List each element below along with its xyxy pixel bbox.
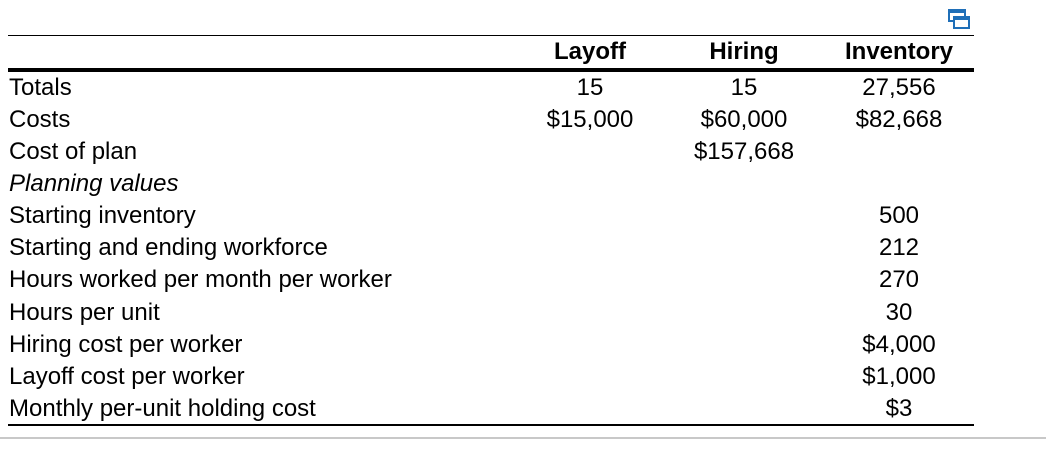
value-workforce: 212 (878, 234, 920, 261)
costs-hiring: $60,000 (700, 106, 788, 133)
value-hiring-cost: $4,000 (862, 331, 936, 358)
column-header-inventory: Inventory (844, 38, 954, 65)
row-label-hours-worked: Hours worked per month per worker (9, 266, 392, 293)
column-header-layoff: Layoff (554, 38, 626, 65)
planning-values-heading: Planning values (9, 170, 179, 197)
row-label-workforce: Starting and ending workforce (9, 234, 328, 261)
row-label-starting-inventory: Starting inventory (9, 202, 196, 229)
value-hours-per-unit: 30 (885, 299, 913, 326)
header-rule (8, 68, 974, 72)
row-label-totals: Totals (9, 74, 72, 101)
column-header-hiring: Hiring (709, 38, 779, 65)
row-label-costs: Costs (9, 106, 71, 133)
row-label-cost-of-plan: Cost of plan (9, 138, 138, 165)
costs-layoff: $15,000 (546, 106, 634, 133)
row-label-holding-cost: Monthly per-unit holding cost (9, 395, 316, 422)
totals-hiring: 15 (730, 74, 758, 101)
value-hours-worked: 270 (878, 266, 920, 293)
row-label-hiring-cost: Hiring cost per worker (9, 331, 243, 358)
table-top-rule (8, 35, 974, 36)
popout-window-icon[interactable] (947, 8, 971, 30)
row-label-hours-per-unit: Hours per unit (9, 299, 160, 326)
totals-inventory: 27,556 (862, 74, 936, 101)
table-bottom-rule (8, 424, 974, 426)
value-holding-cost: $3 (885, 395, 913, 422)
value-starting-inventory: 500 (878, 202, 920, 229)
row-label-layoff-cost: Layoff cost per worker (9, 363, 245, 390)
costs-inventory: $82,668 (855, 106, 943, 133)
page-divider (0, 437, 1046, 439)
value-layoff-cost: $1,000 (862, 363, 936, 390)
cost-of-plan-value: $157,668 (693, 138, 795, 165)
totals-layoff: 15 (576, 74, 604, 101)
